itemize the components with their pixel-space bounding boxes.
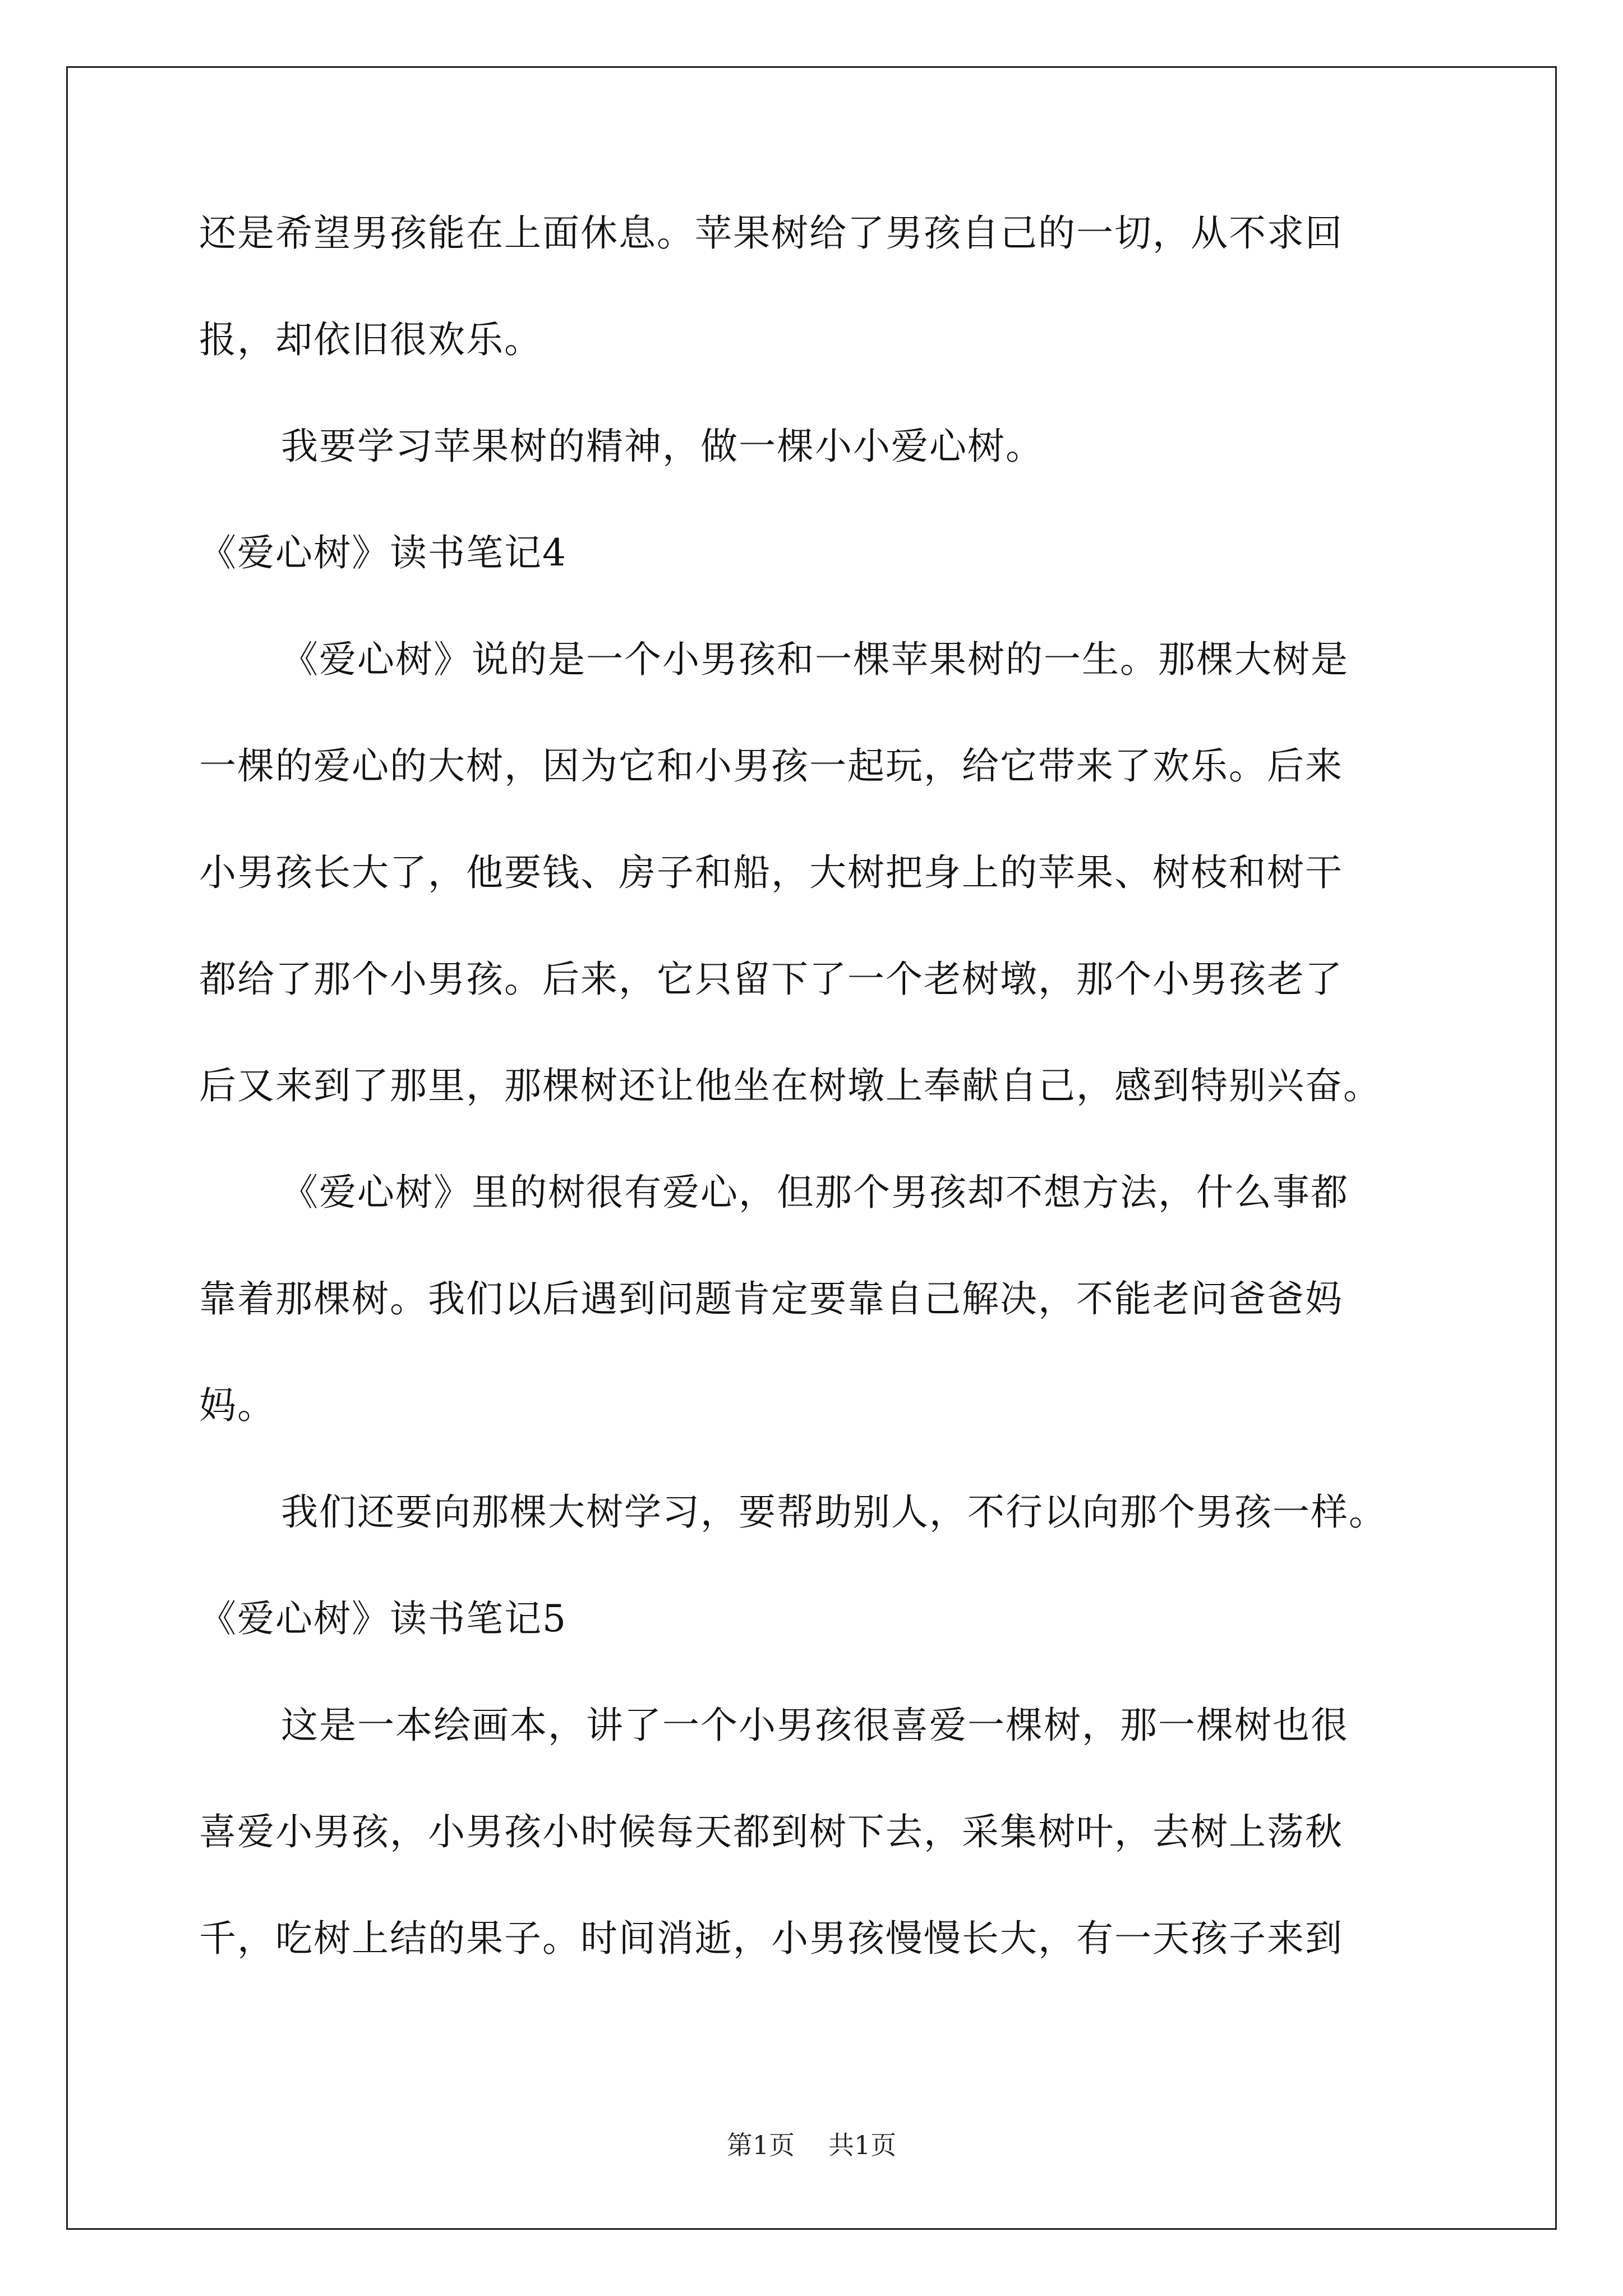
text-line: 都给了那个小男孩。后来，它只留下了一个老树墩，那个小男孩老了 <box>199 958 1343 1001</box>
text-line: 后又来到了那里，那棵树还让他坐在树墩上奉献自己，感到特别兴奋。 <box>199 1064 1381 1107</box>
paragraph-line: 《爱心树》里的树很有爱心，但那个男孩却不想方法，什么事都 <box>281 1171 1349 1214</box>
section-heading: 《爱心树》读书笔记4 <box>199 531 567 574</box>
text-line: 妈。 <box>199 1384 275 1427</box>
text-line: 靠着那棵树。我们以后遇到问题肯定要靠自己解决，不能老问爸爸妈 <box>199 1277 1343 1320</box>
text-line: 小男孩长大了，他要钱、房子和船，大树把身上的苹果、树枝和树干 <box>199 851 1343 894</box>
page-number: 第1页 <box>726 2130 795 2160</box>
paragraph-line: 这是一本绘画本，讲了一个小男孩很喜爱一棵树，那一棵树也很 <box>281 1704 1349 1747</box>
text-line: 报，却依旧很欢乐。 <box>199 318 542 361</box>
text-line: 一棵的爱心的大树，因为它和小男孩一起玩，给它带来了欢乐。后来 <box>199 744 1343 788</box>
paragraph-line: 我要学习苹果树的精神，做一棵小小爱心树。 <box>281 425 1044 468</box>
page-total: 共1页 <box>828 2130 897 2160</box>
section-heading: 《爱心树》读书笔记5 <box>199 1597 567 1640</box>
page-footer <box>0 2131 1623 2160</box>
document-body <box>199 213 1461 2025</box>
paragraph-line: 《爱心树》说的是一个小男孩和一棵苹果树的一生。那棵大树是 <box>281 638 1349 681</box>
text-line: 千，吃树上结的果子。时间消逝，小男孩慢慢长大，有一天孩子来到 <box>199 1917 1343 1960</box>
paragraph-line: 我们还要向那棵大树学习，要帮助别人，不行以向那个男孩一样。 <box>281 1490 1387 1534</box>
text-line: 喜爱小男孩，小男孩小时候每天都到树下去，采集树叶，去树上荡秋 <box>199 1810 1343 1853</box>
text-line: 还是希望男孩能在上面休息。苹果树给了男孩自己的一切，从不求回 <box>199 211 1343 255</box>
